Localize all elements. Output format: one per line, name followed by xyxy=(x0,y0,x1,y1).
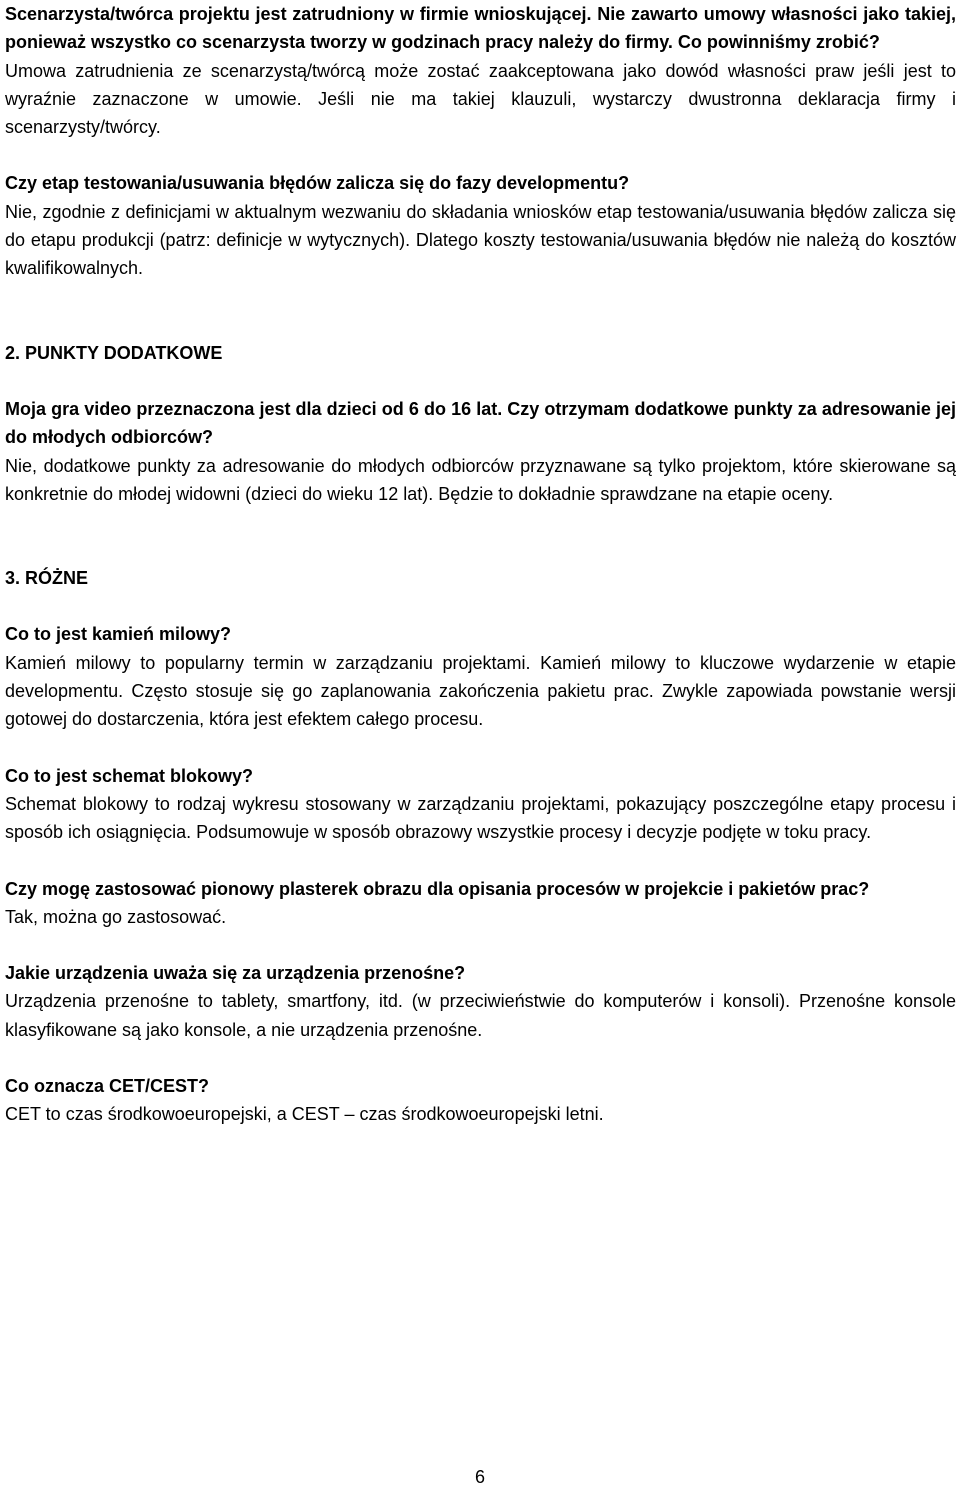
question-vertical-slice: Czy mogę zastosować pionowy plasterek obrazu dla opisania procesów w projekcie i pakietów prac? xyxy=(5,878,870,899)
spacer xyxy=(5,508,956,564)
faq-ownership xyxy=(5,0,956,141)
spacer xyxy=(5,367,956,395)
question-mobile-devices: Jakie urządzenia uważa się za urządzenia przenośne? xyxy=(5,963,466,984)
section-heading-extra-points: 2. PUNKTY DODATKOWE xyxy=(5,342,223,363)
answer-mobile-devices: Urządzenia przenośne to tablety, smartfony, itd. (w przeciwieństwie do komputerów i konsoli). Przenośne konsole klasyfikowane są jako konsole, a nie urządzenia przenośne. xyxy=(5,991,956,1040)
answer-testing: Nie, zgodnie z definicjami w aktualnym wezwaniu do składania wniosków etap testowania/usuwania błędów zalicza się do etapu produkcji (patrz: definicje w wytycznych). Dlatego koszty testowania/usuwania błędów nie należą do kosztów kwalifikowalnych. xyxy=(5,201,956,279)
faq-mobile-devices xyxy=(5,959,956,1044)
answer-flowchart: Schemat blokowy to rodzaj wykresu stosowany w zarządzaniu projektami, pokazujący poszczególne etapy procesu i sposób ich osiągnięcia. Podsumowuje w sposób obrazowy wszystkie procesy i decyzje podjęte w toku pracy. xyxy=(5,793,956,843)
page-number: 6 xyxy=(474,1467,485,1487)
question-young-audience: Moja gra video przeznaczona jest dla dzieci od 6 do 16 lat. Czy otrzymam dodatkowe punkty za adresowanie jej do młodych odbiorców? xyxy=(5,398,956,448)
spacer xyxy=(5,734,956,762)
document-page xyxy=(5,0,956,1129)
section-heading-misc: 3. RÓŻNE xyxy=(5,568,89,589)
spacer xyxy=(5,283,956,339)
faq-testing xyxy=(5,169,956,282)
question-milestone: Co to jest kamień milowy? xyxy=(5,624,232,645)
spacer xyxy=(5,1044,956,1072)
spacer xyxy=(5,592,956,620)
spacer xyxy=(5,931,956,959)
question-flowchart: Co to jest schemat blokowy? xyxy=(5,765,254,786)
faq-flowchart xyxy=(5,762,956,847)
answer-vertical-slice: Tak, można go zastosować. xyxy=(5,906,227,927)
question-testing: Czy etap testowania/usuwania błędów zalicza się do fazy developmentu? xyxy=(5,173,630,194)
spacer xyxy=(5,141,956,169)
spacer xyxy=(5,847,956,875)
question-cet-cest: Co oznacza CET/CEST? xyxy=(5,1076,210,1097)
faq-milestone xyxy=(5,620,956,733)
faq-young-audience xyxy=(5,395,956,508)
answer-cet-cest: CET to czas środkowoeuropejski, a CEST – czas środkowoeuropejski letni. xyxy=(5,1104,604,1125)
faq-vertical-slice xyxy=(5,875,956,932)
answer-ownership: Umowa zatrudnienia ze scenarzystą/twórcą może zostać zaakceptowana jako dowód własności praw jeśli jest to wyraźnie zaznaczone w umowie. Jeśli nie ma takiej klauzuli, wystarczy dwustronna deklaracja firmy i scenarzysty/twórcy. xyxy=(5,60,956,138)
answer-milestone: Kamień milowy to popularny termin w zarządzaniu projektami. Kamień milowy to kluczowe wydarzenie w etapie developmentu. Często stosuje się go zaplanowania zakończenia pakietu prac. Zwykle zapowiada powstanie wersji gotowej do dostarczenia, która jest efektem całego procesu. xyxy=(5,652,956,730)
question-ownership: Scenarzysta/twórca projektu jest zatrudniony w firmie wnioskującej. Nie zawarto umowy własności jako takiej, ponieważ wszystko co scenarzysta tworzy w godzinach pracy należy do firmy. Co powinniśmy zrobić? xyxy=(5,4,956,53)
answer-young-audience: Nie, dodatkowe punkty za adresowanie do młodych odbiorców przyznawane są tylko projektom, które skierowane są konkretnie do młodej widowni (dzieci do wieku 12 lat). Będzie to dokładnie sprawdzane na etapie oceny. xyxy=(5,455,956,504)
faq-cet-cest xyxy=(5,1072,956,1129)
